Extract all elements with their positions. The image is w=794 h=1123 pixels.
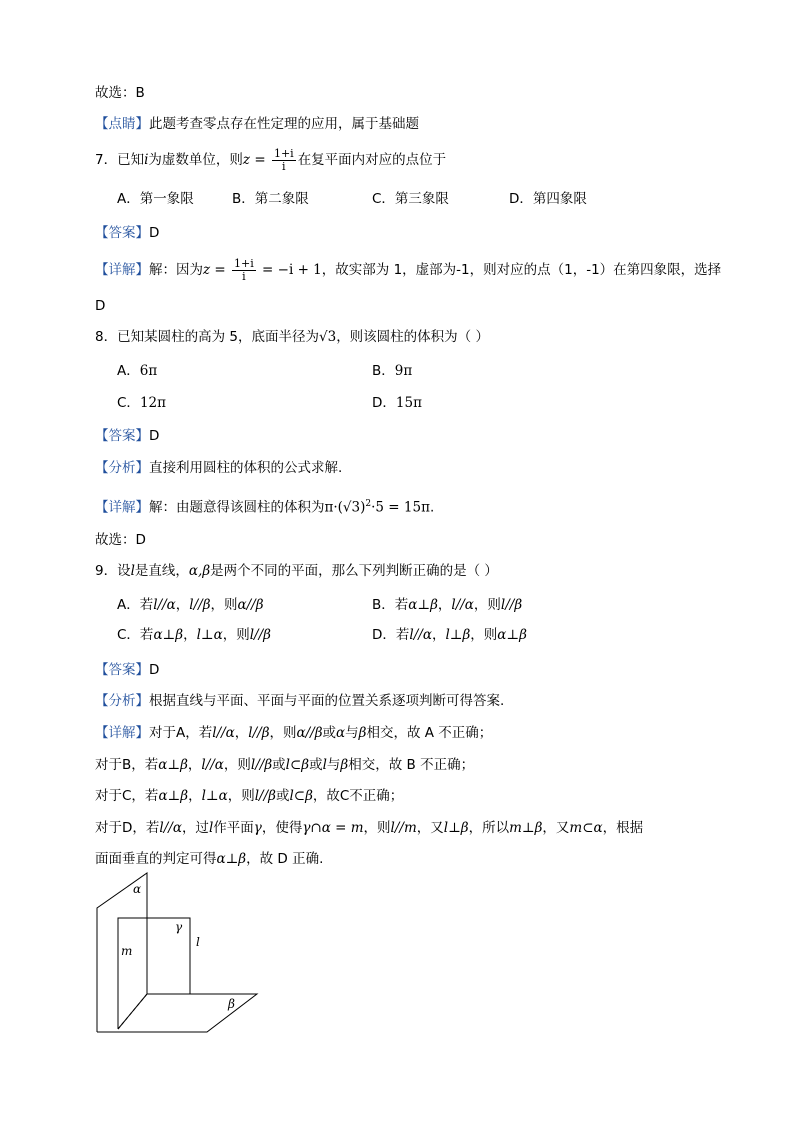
- q7-detail: 【详解】解：因为z = $\frac{1+i}{i}$ = −i + 1，故实部为 1，虚部为-1，则对应的点（1，-1）在第四象限，选择: [95, 256, 722, 283]
- q7-answer: 【答案】D: [95, 225, 160, 241]
- q9-detail-c: 对于C，若α⊥β，l⊥α，则l//β或l⊂β，故C不正确；: [95, 788, 404, 804]
- q7-option-b: B．第二象限: [232, 191, 309, 207]
- q7-option-a: A．第一象限: [117, 191, 194, 207]
- q8-option-b: B．9π: [372, 363, 413, 379]
- q7-detail-cont: D: [95, 298, 106, 314]
- q7-option-c: C．第三象限: [372, 191, 449, 207]
- q8-analysis: 【分析】直接利用圆柱的体积的公式求解.: [95, 460, 343, 476]
- q8-stem: 8．已知某圆柱的高为 5，底面半径为√3，则该圆柱的体积为（ ）: [95, 329, 489, 345]
- q8-option-a: A．6π: [117, 363, 158, 379]
- q9-detail-d-cont: 面面垂直的判定可得α⊥β，故 D 正确.: [95, 851, 324, 867]
- q7-option-d: D．第四象限: [509, 191, 587, 207]
- q9-detail-a: 【详解】对于A，若l//α，l//β，则α//β或α与β相交，故 A 不正确；: [95, 725, 493, 741]
- q8-option-c: C．12π: [117, 395, 166, 411]
- label-l: l: [196, 935, 200, 949]
- q7-fraction: $\frac{1+i}{i}$: [273, 146, 294, 173]
- q8-option-d: D．15π: [372, 395, 422, 411]
- plane-gamma-edge: [118, 918, 190, 1029]
- q9-detail-b: 对于B，若α⊥β，l//α，则l//β或l⊂β或l与β相交，故 B 不正确；: [95, 757, 475, 773]
- prev-selection: 故选：B: [95, 85, 145, 101]
- geometry-figure: [90, 870, 270, 1040]
- q9-option-a: A．若l//α，l//β，则α//β: [117, 597, 264, 613]
- q8-answer: 【答案】D: [95, 428, 160, 444]
- label-m: m: [121, 944, 133, 958]
- q9-option-c: C．若α⊥β，l⊥α，则l//β: [117, 627, 271, 643]
- q9-analysis: 【分析】根据直线与平面、平面与平面的位置关系逐项判断可得答案.: [95, 693, 505, 709]
- q9-option-b: B．若α⊥β，l//α，则l//β: [372, 597, 523, 613]
- dianjing-line: 【点睛】此题考查零点存在性定理的应用，属于基础题: [95, 116, 419, 132]
- label-alpha: α: [133, 882, 142, 896]
- label-beta: β: [228, 997, 235, 1011]
- label-gamma: γ: [175, 920, 183, 934]
- q9-detail-d: 对于D，若l//α，过l作平面γ，使得γ∩α = m，则l//m，又l⊥β，所以m⊥β，又m⊂α，根据: [95, 820, 644, 836]
- q9-answer: 【答案】D: [95, 662, 160, 678]
- q9-option-d: D．若l//α，l⊥β，则α⊥β: [372, 627, 527, 643]
- q7-detail-fraction: $\frac{1+i}{i}$: [234, 256, 254, 283]
- q7-stem: 7．已知i为虚数单位，则z = $\frac{1+i}{i}$ 在复平面内对应的点位于: [95, 146, 447, 173]
- q9-stem: 9．设l是直线，α,β是两个不同的平面，那么下列判断正确的是（ ）: [95, 563, 498, 579]
- q8-detail: 【详解】解：由题意得该圆柱的体积为$\pi\cdot(√3)^2\cdot 5 = 15\pi$.: [95, 499, 435, 516]
- q8-selection: 故选：D: [95, 532, 146, 548]
- dianjing-tag: 【点睛】: [95, 116, 149, 132]
